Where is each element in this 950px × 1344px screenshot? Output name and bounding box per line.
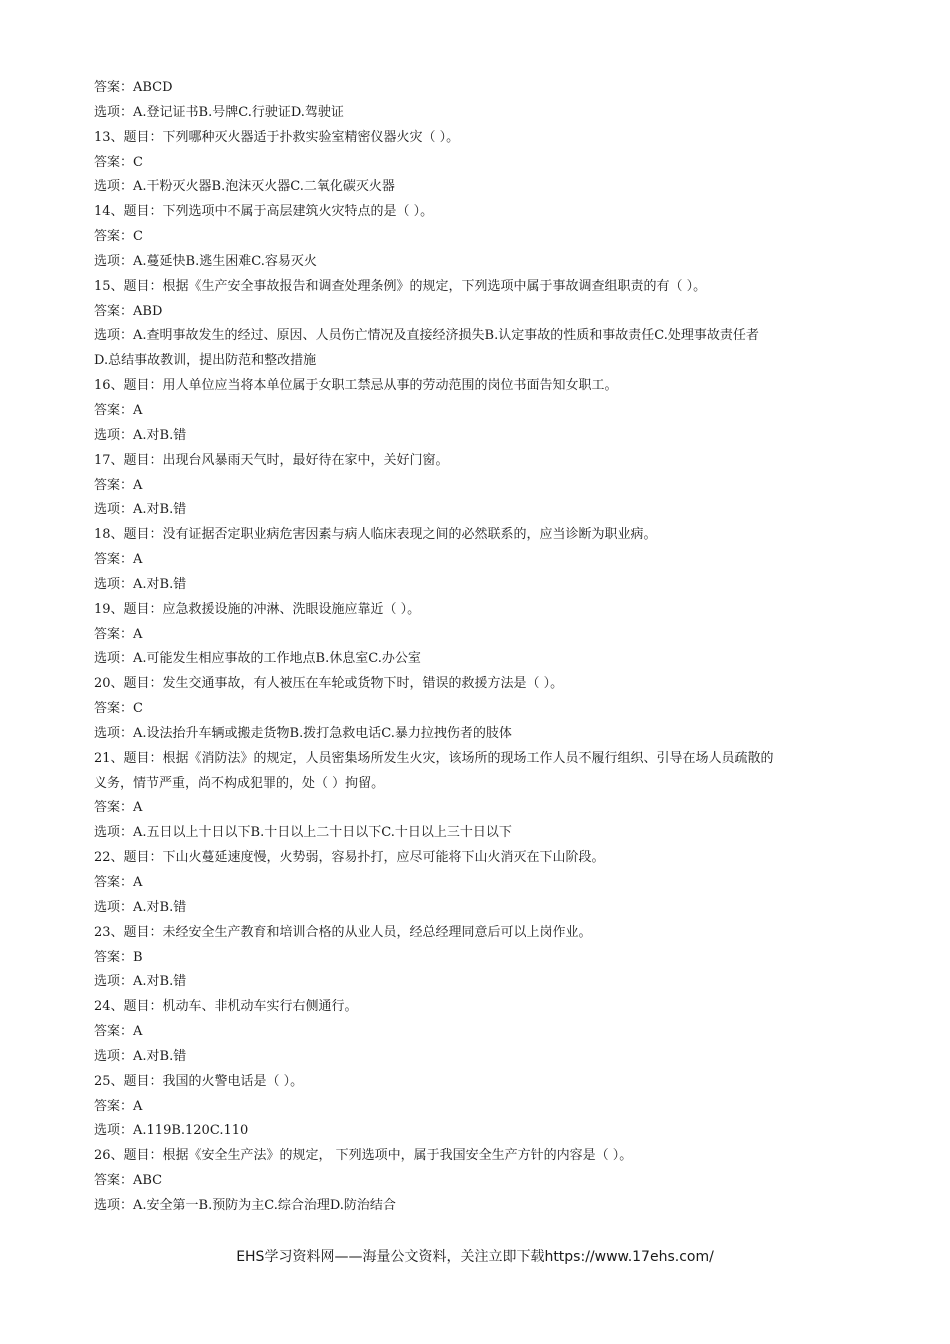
options-line: 选项：A.对B.错 bbox=[94, 427, 187, 443]
question-15: 15、题目：根据《生产安全事故报告和调查处理条例》的规定，下列选项中属于事故调查组职责的有（ ）。 bbox=[94, 278, 707, 294]
options-line: 选项：A.设法抬升车辆或搬走货物B.拨打急救电话C.暴力拉拽伤者的肢体 bbox=[94, 725, 512, 741]
options-line: 选项：A.对B.错 bbox=[94, 899, 187, 915]
options-line: 选项：A.五日以上十日以下B.十日以上二十日以下C.十日以上三十日以下 bbox=[94, 825, 512, 841]
question-21: 21、题目：根据《消防法》的规定，人员密集场所发生火灾，该场所的现场工作人员不履行组织、引导在场人员疏散的 bbox=[94, 750, 774, 766]
options-line: 选项：A.查明事故发生的经过、原因、人员伤亡情况及直接经济损失B.认定事故的性质和事故责任C.处理事故责任者 bbox=[94, 328, 759, 344]
question-17: 17、题目：出现台风暴雨天气时，最好待在家中，关好门窗。 bbox=[94, 452, 449, 468]
answer-line: 答案：C bbox=[94, 229, 143, 245]
options-line: 选项：A.对B.错 bbox=[94, 1048, 187, 1064]
question-21-continued: 义务，情节严重，尚不构成犯罪的，处（ ）拘留。 bbox=[94, 775, 385, 791]
options-line: 选项：A.干粉灭火器B.泡沫灭火器C.二氧化碳灭火器 bbox=[94, 179, 395, 195]
options-line: 选项：A.119B.120C.110 bbox=[94, 1123, 249, 1139]
answer-line: 答案：ABCD bbox=[94, 80, 173, 95]
question-26: 26、题目：根据《安全生产法》的规定， 下列选项中，属于我国安全生产方针的内容是（ ）。 bbox=[94, 1148, 633, 1164]
answer-line: 答案：A bbox=[94, 1098, 143, 1114]
answer-line: 答案：ABD bbox=[94, 303, 163, 319]
question-19: 19、题目：应急救援设施的冲淋、洗眼设施应靠近（ ）。 bbox=[94, 601, 421, 617]
options-line: 选项：A.对B.错 bbox=[94, 576, 187, 592]
question-14: 14、题目：下列选项中不属于高层建筑火灾特点的是（ ）。 bbox=[94, 204, 434, 220]
answer-line: 答案：C bbox=[94, 154, 143, 170]
options-line-continued: D.总结事故教训，提出防范和整改措施 bbox=[94, 353, 317, 369]
question-16: 16、题目：用人单位应当将本单位属于女职工禁忌从事的劳动范围的岗位书面告知女职工。 bbox=[94, 378, 618, 394]
question-25: 25、题目：我国的火警电话是（ ）。 bbox=[94, 1073, 304, 1089]
answer-line: 答案：A bbox=[94, 402, 143, 418]
question-22: 22、题目：下山火蔓延速度慢，火势弱，容易扑打，应尽可能将下山火消灭在下山阶段。 bbox=[94, 850, 605, 866]
answer-line: 答案：ABC bbox=[94, 1173, 163, 1189]
answer-line: 答案：A bbox=[94, 626, 143, 642]
answer-line: 答案：A bbox=[94, 477, 143, 493]
options-line: 选项：A.对B.错 bbox=[94, 502, 187, 518]
question-18: 18、题目：没有证据否定职业病危害因素与病人临床表现之间的必然联系的，应当诊断为职业病。 bbox=[94, 527, 657, 543]
answer-line: 答案：B bbox=[94, 949, 143, 965]
document-body bbox=[94, 76, 864, 1219]
answer-line: 答案：A bbox=[94, 1024, 143, 1040]
options-line: 选项：A.安全第一B.预防为主C.综合治理D.防治结合 bbox=[94, 1197, 396, 1213]
page-footer: EHS学习资料网——海量公文资料，关注立即下载https://www.17ehs.com/ bbox=[236, 1249, 714, 1265]
answer-line: 答案：A bbox=[94, 552, 143, 568]
options-line: 选项：A.对B.错 bbox=[94, 974, 187, 990]
options-line: 选项：A.登记证书B.号牌C.行驶证D.驾驶证 bbox=[94, 104, 344, 120]
question-20: 20、题目：发生交通事故，有人被压在车轮或货物下时，错误的救援方法是（ ）。 bbox=[94, 676, 564, 692]
options-line: 选项：A.可能发生相应事故的工作地点B.休息室C.办公室 bbox=[94, 651, 421, 667]
answer-line: 答案：C bbox=[94, 701, 143, 717]
question-24: 24、题目：机动车、非机动车实行右侧通行。 bbox=[94, 999, 358, 1015]
question-23: 23、题目：未经安全生产教育和培训合格的从业人员，经总经理同意后可以上岗作业。 bbox=[94, 924, 592, 940]
answer-line: 答案：A bbox=[94, 800, 143, 816]
question-13: 13、题目：下列哪种灭火器适于扑救实验室精密仪器火灾（ ）。 bbox=[94, 129, 460, 145]
options-line: 选项：A.蔓延快B.逃生困难C.容易灭火 bbox=[94, 253, 317, 269]
answer-line: 答案：A bbox=[94, 875, 143, 890]
